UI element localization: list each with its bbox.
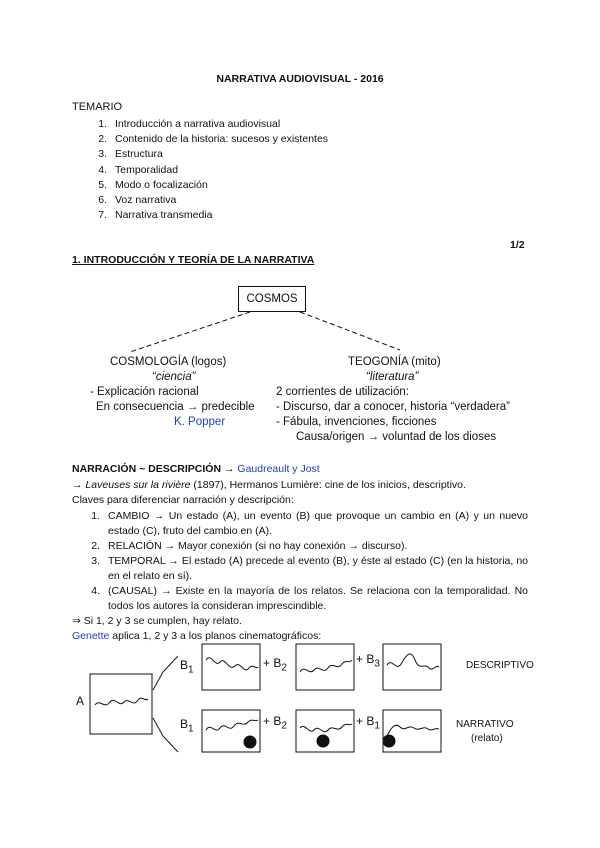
clave-item: 4. (CAUSAL) → Existe en la mayoría de los relatos. Se relaciona con la temporalidad. No todos los autores la consideran imprescindible. [91,585,528,612]
plus-b3-upper: + $B_3$ [356,652,380,670]
branch-upper [153,656,178,690]
clave-item: 3. TEMPORAL → El estado (A) precede al evento (B), y éste al estado (C) (en la historia, no en el relato en sí). [91,555,528,582]
plus-b2-lower: + $B_2$ [263,714,287,732]
teogonia-line: - Discurso, dar a conocer, historia “verdadera” [276,401,510,413]
document-title: NARRATIVA AUDIOVISUAL - 2016 [216,73,384,85]
cosmologia-line: - Explicación racional [90,386,199,398]
descriptive-frame-2 [296,644,354,690]
state-a-label: A [76,694,85,708]
section-title: 1. INTRODUCCIÓN Y TEORÍA DE LA NARRATIVA [72,254,315,266]
film-title: Laveuses sur la rivière [85,479,191,491]
b1-label-lower: $B_1$ [180,717,194,735]
cosmologia-subtitle: “ciencia” [152,371,196,383]
cosmologia-line: En consecuencia → predecible [96,401,255,413]
claves-intro: Claves para diferenciar narración y descripción: [72,494,294,506]
page-number: 1/2 [510,239,525,251]
popper-reference: K. Popper [174,416,226,428]
genette-line: Genette aplica 1, 2 y 3 a los planos cinematográficos: [72,630,322,642]
teogonia-line: 2 corrientes de utilización: [276,386,409,398]
plus-b1-lower: + $B_1$ [356,714,380,732]
branch-lower [153,718,178,752]
temario-item: 6. Voz narrativa [98,193,177,206]
temario-heading: TEMARIO [72,101,123,113]
narracion-heading: NARRACIÓN ~ DESCRIPCIÓN [72,463,222,475]
b1-label-upper: $B_1$ [180,658,194,676]
clave-item: 2. RELACIÓN → Mayor conexión (si no hay conexión → discurso). [91,540,408,552]
genette-reference: Genette [72,630,110,642]
teogonia-title: TEOGONÍA (mito) [348,356,441,368]
gaudreault-reference: Gaudreault y Jost [237,463,320,475]
teogonia-line: Causa/origen → voluntad de los dioses [296,431,497,443]
plus-b2-upper: + $B_2$ [263,656,287,674]
descriptive-label: DESCRIPTIVO [466,660,534,671]
event-ball [383,735,396,748]
temario-item: 1. Introducción a narrativa audiovisual [98,118,281,130]
cosmologia-title: COSMOLOGÍA (logos) [110,356,227,368]
cosmos-label: COSMOS [246,293,298,305]
event-ball [317,735,330,748]
temario-item: 4. Temporalidad [98,163,179,176]
arrow: → [223,463,235,475]
narrative-label: NARRATIVO [456,719,514,730]
laveuses-line: → Laveuses sur la rivière (1897), Hermanos Lumière: cine de los inicios, descriptivo. [72,479,466,491]
temario-item: 5. Modo o focalización [98,178,208,191]
teogonia-line: - Fábula, invenciones, ficciones [276,416,437,428]
temario-item: 3. Estructura [98,148,163,161]
teogonia-subtitle: “literatura” [366,371,419,383]
event-ball [244,736,257,749]
clave-item: 1. CAMBIO → Un estado (A), un evento (B) que provoque un cambio en (A) y un nuevo estado (C), fruto del cambio en (A). [91,510,528,537]
descriptive-frame-3 [383,644,441,690]
temario-item: 2. Contenido de la historia: sucesos y existentes [98,133,329,146]
narrative-sublabel: (relato) [471,733,503,744]
conclusion: ⇒ Si 1, 2 y 3 se cumplen, hay relato. [72,615,242,627]
temario-item: 7. Narrativa transmedia [98,209,213,222]
